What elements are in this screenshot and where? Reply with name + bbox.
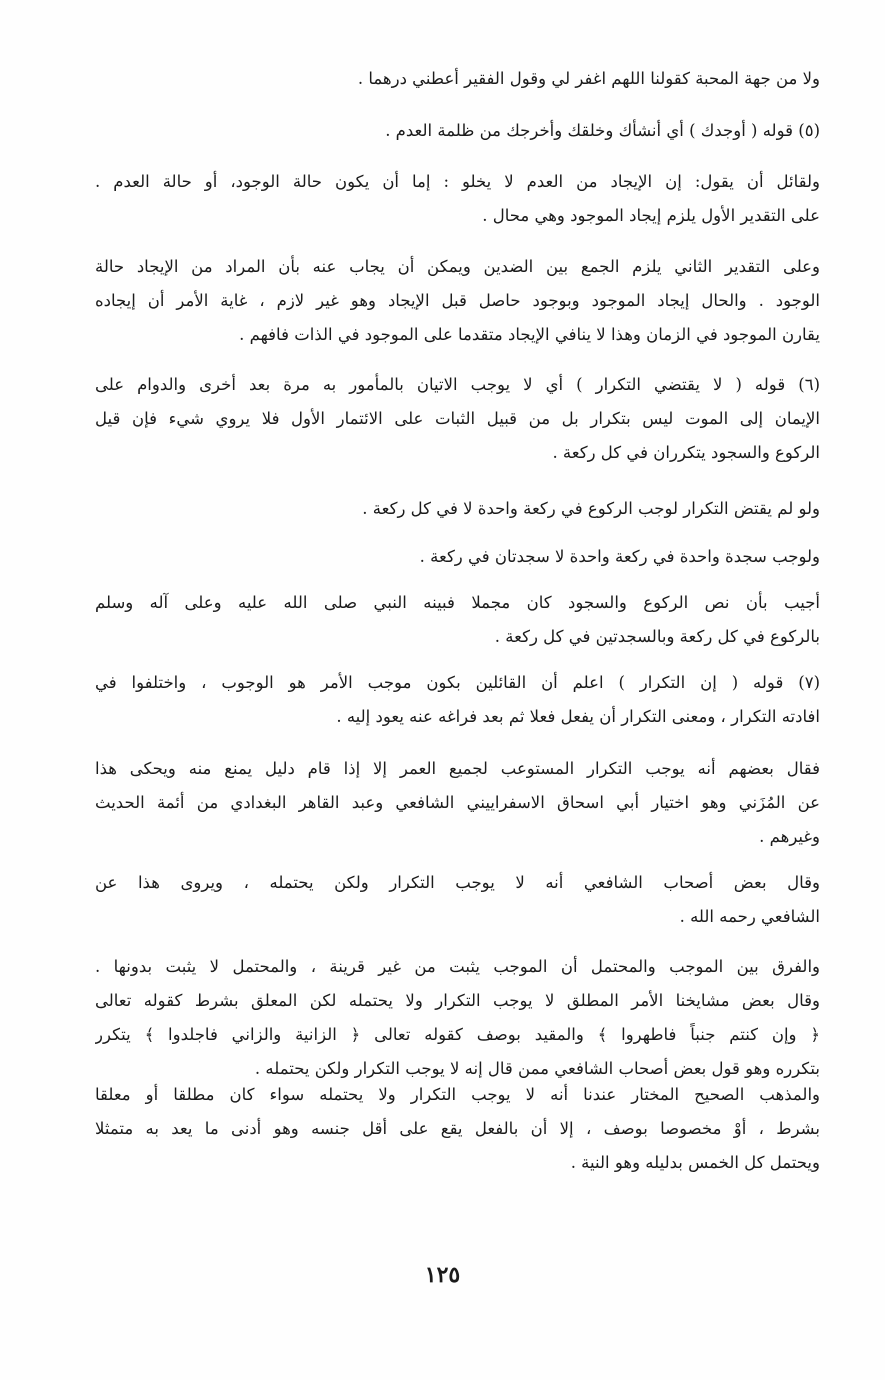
text-line: والمذهب الصحيح المختار عندنا أنه لا يوجب التكرار ولا يحتمله سواء كان مطلقا أو معلقا — [95, 1085, 820, 1104]
text-line: الشافعي رحمه الله . — [679, 907, 820, 926]
paragraph — [95, 950, 820, 1086]
text-line: بالركوع في كل ركعة وبالسجدتين في كل ركعة . — [494, 627, 820, 646]
text-line: وقال بعض أصحاب الشافعي أنه لا يوجب التكرار ولكن يحتمله ، ويروى هذا عن — [95, 873, 820, 892]
text-line: (٥) قوله ( أوجدك ) أي أنشأك وخلقك وأخرجك من ظلمة العدم . — [385, 121, 820, 140]
paragraph — [95, 866, 820, 934]
text-line: ﴿ وإن كنتم جنباً فاطهروا ﴾ والمقيد بوصف كقوله تعالى ﴿ الزانية والزاني فاجلدوا ﴾ يتكرر — [95, 1025, 820, 1044]
paragraph — [95, 250, 820, 352]
text-line: بتكرره وهو قول بعض أصحاب الشافعي ممن قال إنه لا يوجب التكرار ولكن يحتمله . — [254, 1059, 820, 1078]
paragraph — [95, 165, 820, 233]
text-line: الوجود . والحال إيجاد الموجود وبوجود حاصل قبل الإيجاد وهو غير لازم ، غاية الأمر أن إيجاده — [95, 291, 820, 310]
text-line: عن المُزَني وهو اختيار أبي اسحاق الاسفراييني الشافعي وعبد القاهر البغدادي من أئمة الحديث — [95, 793, 820, 812]
paragraph — [95, 492, 820, 526]
text-line: افادته التكرار ، ومعنى التكرار أن يفعل فعلا ثم بعد فراغه عنه يعود إليه . — [336, 707, 820, 726]
paragraph — [95, 752, 820, 854]
text-line: ولا من جهة المحبة كقولنا اللهم اغفر لي وقول الفقير أعطني درهما . — [357, 69, 820, 88]
text-line: (٦) قوله ( لا يقتضي التكرار ) أي لا يوجب الاتيان بالمأمور به مرة بعد أخرى والدوام على — [95, 375, 820, 394]
page-number: ١٢٥ — [424, 1262, 461, 1288]
text-line: يقارن الموجود في الزمان وهذا لا ينافي الإيجاد متقدما على الموجود في الذات فافهم . — [239, 325, 820, 344]
text-line: أجيب بأن نص الركوع والسجود كان مجملا فبينه النبي صلى الله عليه وعلى آله وسلم — [95, 593, 820, 612]
text-line: ويحتمل كل الخمس بدليله وهو النية . — [570, 1153, 820, 1172]
text-line: الإيمان إلى الموت ليس بتكرار بل من قبيل الثبات على الائتمار الأول فلا يروي شيء فإن قيل — [95, 409, 820, 428]
text-line: ولوجب سجدة واحدة في ركعة واحدة لا سجدتان في ركعة . — [419, 547, 820, 566]
text-line: على التقدير الأول يلزم إيجاد الموجود وهي محال . — [482, 206, 820, 225]
paragraph — [95, 586, 820, 654]
paragraph — [95, 368, 820, 470]
text-line: (٧) قوله ( إن التكرار ) اعلم أن القائلين بكون موجب الأمر هو الوجوب ، واختلفوا في — [95, 673, 820, 692]
paragraph — [95, 62, 820, 96]
paragraph — [95, 1078, 820, 1180]
text-line: ولو لم يقتض التكرار لوجب الركوع في ركعة واحدة لا في كل ركعة . — [362, 499, 820, 518]
paragraph — [95, 540, 820, 574]
text-line: فقال بعضهم أنه يوجب التكرار المستوعب لجميع العمر إلا إذا قام دليل يمنع منه ويحكى هذا — [95, 759, 820, 778]
text-line: وقال بعض مشايخنا الأمر المطلق لا يوجب التكرار ولا يحتمله لكن المعلق بشرط كقوله تعالى — [95, 991, 820, 1010]
text-line: بشرط ، أوْ مخصوصا بوصف ، إلا أن بالفعل يقع على أقل جنسه وهو أدنى ما يعد به متمثلا — [95, 1119, 820, 1138]
text-line: ولقائل أن يقول: إن الإيجاد من العدم لا يخلو : إما أن يكون حالة الوجود، أو حالة العدم . — [95, 172, 820, 191]
text-line: وعلى التقدير الثاني يلزم الجمع بين الضدين ويمكن أن يجاب عنه بأن المراد من الإيجاد حالة — [95, 257, 820, 276]
text-line: وغيرهم . — [759, 827, 820, 846]
text-line: والفرق بين الموجب والمحتمل أن الموجب يثبت من غير قرينة ، والمحتمل لا يثبت بدونها . — [95, 957, 820, 976]
paragraph — [95, 114, 820, 148]
paragraph — [95, 666, 820, 734]
text-line: الركوع والسجود يتكرران في كل ركعة . — [552, 443, 820, 462]
